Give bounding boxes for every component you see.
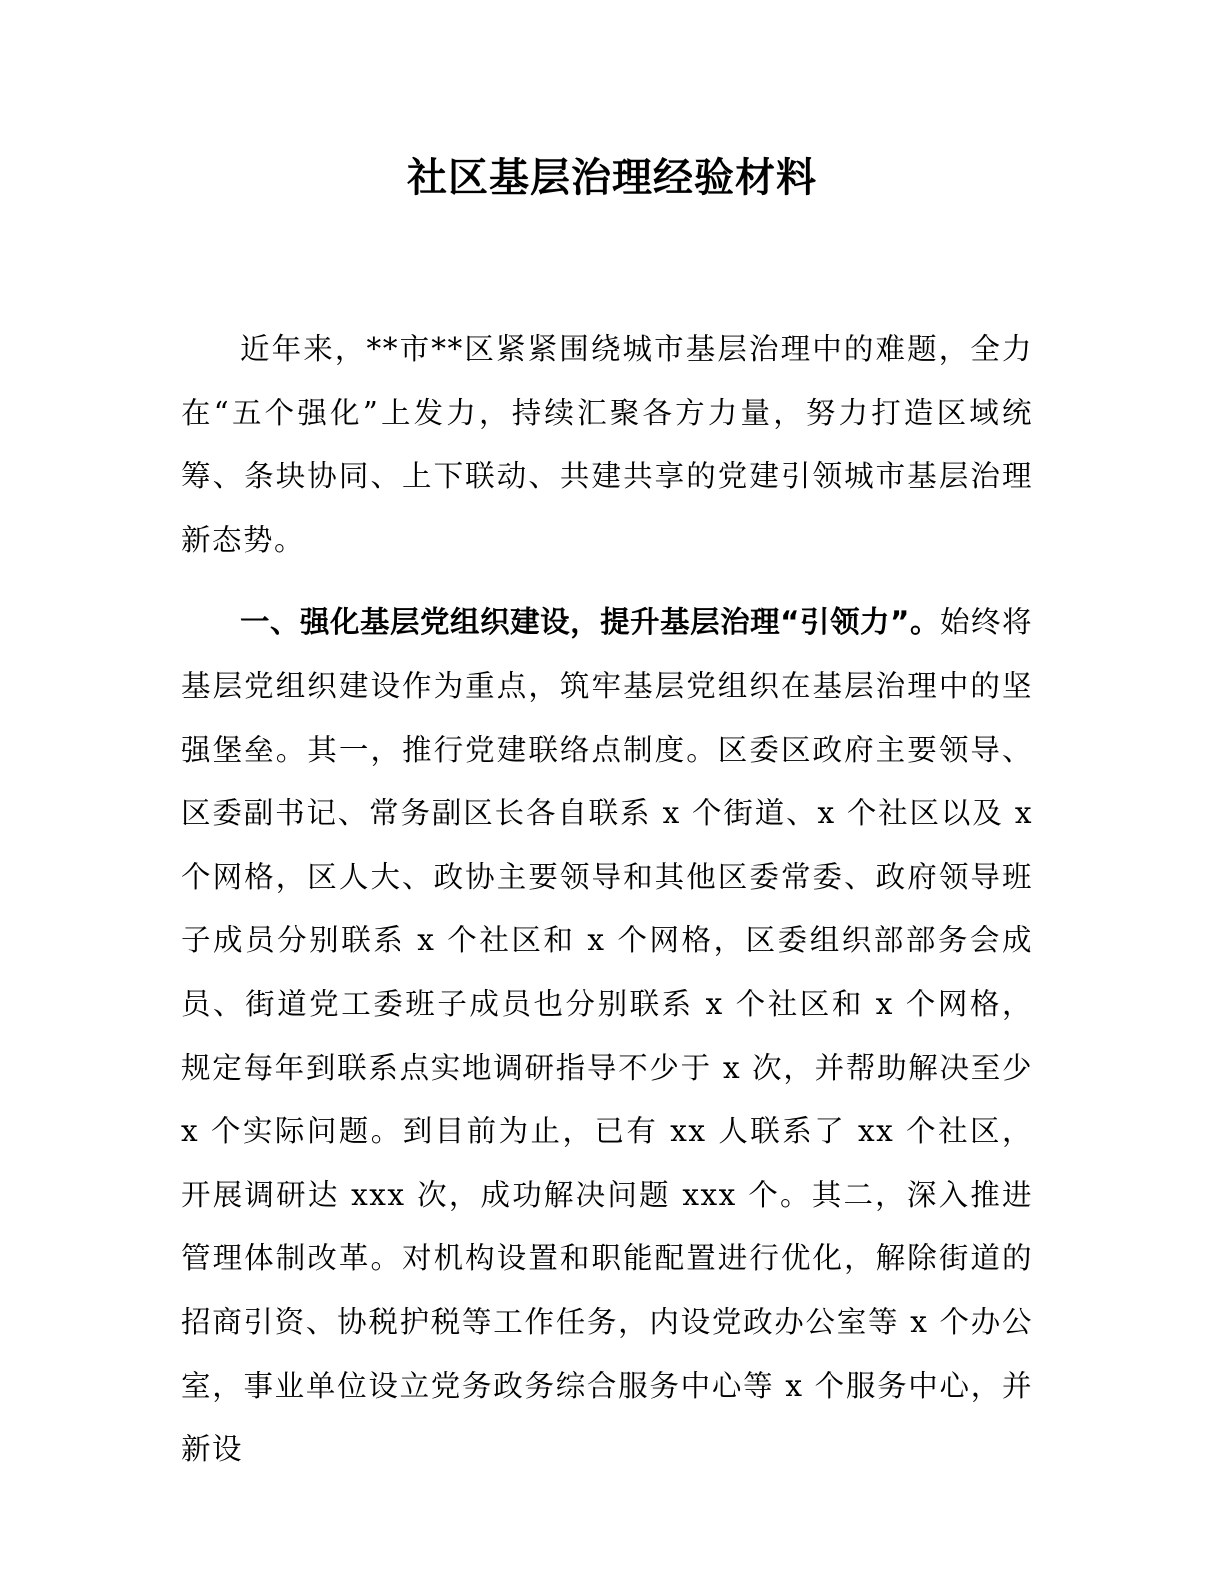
section-1-paragraph [181,591,1033,1481]
document-body [181,318,1033,1482]
document-title: 社区基层治理经验材料 [407,155,817,201]
section-1-text: 始终将基层党组织建设作为重点，筑牢基层党组织在基层治理中的坚强堡垒。其一，推行党建联络点制度。区委区政府主要领导、区委副书记、常务副区长各自联系 x 个街道、x 个社区以及 x 个网格，区人大、政协主要领导和其他区委常委、政府领导班子成员分别联系 x 个社区和 x 个网格，区委组织部部务会成员、街道党工委班子成员也分别联系 x 个社区和 x 个网格，规定每年到联系点实地调研指导不少于 x 次，并帮助解决至少 x 个实际问题。到目前为止，已有 xx 人联系了 xx 个社区，开展调研达 xxx 次，成功解决问题 xxx 个。其二，深入推进管理体制改革。对机构设置和职能配置进行优化，解除街道的招商引资、协税护税等工作任务，内设党政办公室等 x 个办公室，事业单位设立党务政务综合服务中心等 x 个服务中心，并新设 [181,605,1033,1467]
intro-paragraph: 近年来，**市**区紧紧围绕城市基层治理中的难题，全力在“五个强化”上发力，持续汇聚各方力量，努力打造区域统筹、条块协同、上下联动、共建共享的党建引领城市基层治理新态势。 [181,332,1033,557]
section-1-heading: 一、强化基层党组织建设，提升基层治理“引领力”。 [240,605,940,640]
